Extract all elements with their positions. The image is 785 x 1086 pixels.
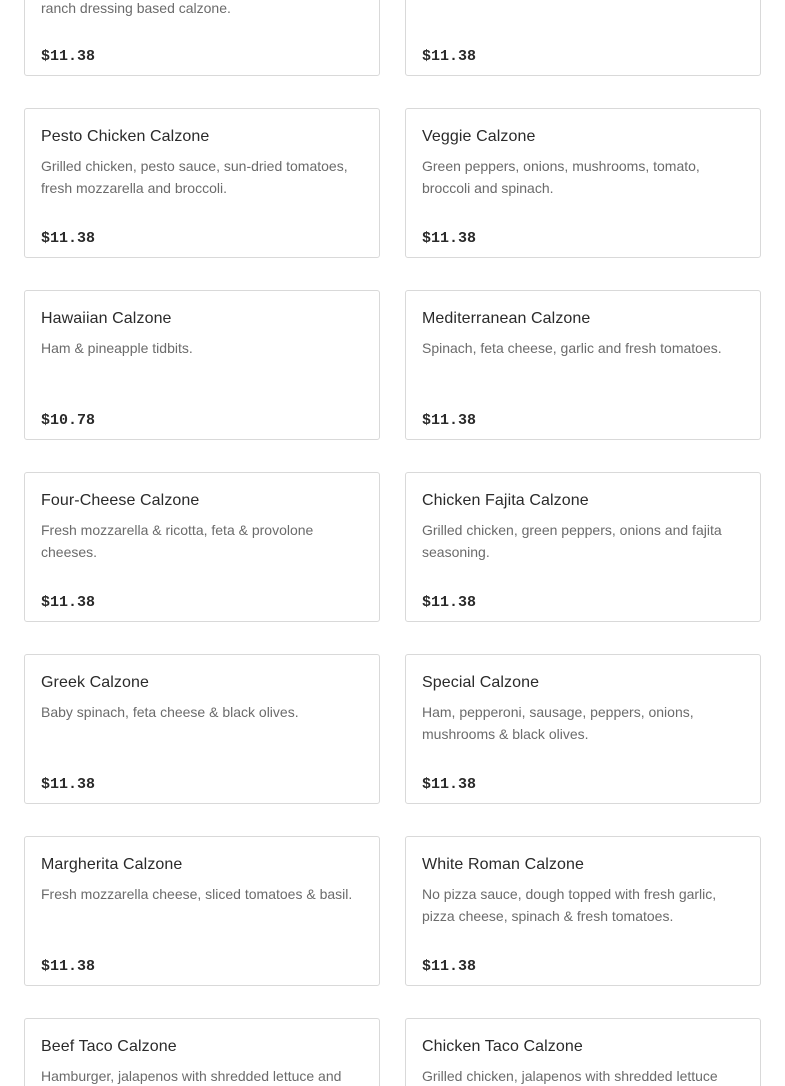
item-price: $11.38 [422, 48, 477, 65]
item-price: $11.38 [41, 958, 96, 975]
item-description: Green peppers, onions, mushrooms, tomato, broccoli and spinach. [422, 158, 700, 196]
menu-item-card[interactable] [405, 472, 761, 622]
item-description: Grilled chicken, green peppers, onions and fajita seasoning. [422, 522, 722, 560]
menu-item-card[interactable] [405, 108, 761, 258]
item-price: $11.38 [41, 48, 96, 65]
menu-item-card[interactable] [405, 0, 761, 76]
menu-item-card[interactable] [24, 472, 380, 622]
item-name: Veggie Calzone [422, 128, 536, 145]
item-description: Baby spinach, feta cheese & black olives. [41, 704, 299, 720]
item-name: Hawaiian Calzone [41, 310, 172, 327]
menu-item-card[interactable] [24, 836, 380, 986]
menu-item-card[interactable] [24, 1018, 380, 1086]
item-description: Ham, pepperoni, sausage, peppers, onions, mushrooms & black olives. [422, 704, 694, 742]
item-description: Grilled chicken, jalapenos with shredded lettuce [422, 1068, 718, 1084]
item-price: $11.38 [422, 776, 477, 793]
item-price: $11.38 [422, 230, 477, 247]
menu-item-card[interactable] [405, 654, 761, 804]
item-name: Mediterranean Calzone [422, 310, 591, 327]
item-description: Fresh mozzarella cheese, sliced tomatoes & basil. [41, 886, 353, 902]
item-name: Chicken Fajita Calzone [422, 492, 589, 509]
item-price: $11.38 [41, 230, 96, 247]
item-name: White Roman Calzone [422, 856, 584, 873]
item-name: Chicken Taco Calzone [422, 1038, 583, 1055]
item-description: Ham & pineapple tidbits. [41, 340, 193, 356]
item-name: Greek Calzone [41, 674, 150, 691]
menu-item-card[interactable] [405, 290, 761, 440]
item-name: Pesto Chicken Calzone [41, 128, 210, 145]
item-description: Spinach, feta cheese, garlic and fresh tomatoes. [422, 340, 722, 356]
menu-item-card[interactable] [405, 1018, 761, 1086]
item-description: Grilled chicken, pesto sauce, sun-dried tomatoes, fresh mozzarella and broccoli. [41, 158, 348, 196]
menu-item-card[interactable] [24, 290, 380, 440]
item-price: $10.78 [41, 412, 96, 429]
menu-item-card[interactable] [405, 836, 761, 986]
item-description: No pizza sauce, dough topped with fresh garlic, pizza cheese, spinach & fresh tomatoes. [422, 886, 717, 924]
item-description: Fresh mozzarella & ricotta, feta & provolone cheeses. [41, 522, 314, 560]
item-name: Four-Cheese Calzone [41, 492, 200, 509]
menu-item-card[interactable] [24, 108, 380, 258]
item-price: $11.38 [422, 594, 477, 611]
menu-item-card[interactable] [24, 0, 380, 76]
item-price: $11.38 [41, 594, 96, 611]
item-description: ranch dressing based calzone. [41, 0, 231, 16]
item-price: $11.38 [422, 412, 477, 429]
item-description: Hamburger, jalapenos with shredded lettuce and [41, 1068, 342, 1084]
item-name: Special Calzone [422, 674, 540, 691]
item-name: Beef Taco Calzone [41, 1038, 177, 1055]
menu-item-card[interactable] [24, 654, 380, 804]
item-price: $11.38 [41, 776, 96, 793]
item-name: Margherita Calzone [41, 856, 183, 873]
item-price: $11.38 [422, 958, 477, 975]
